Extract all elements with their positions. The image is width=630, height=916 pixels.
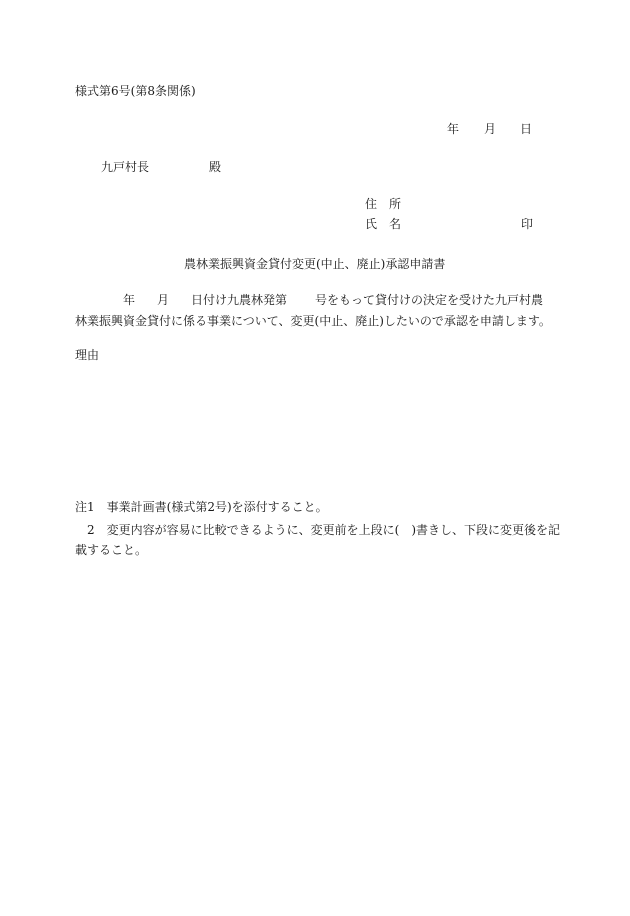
addressee-title: 九戸村長: [101, 160, 150, 174]
body-line-1: [75, 290, 555, 311]
addressee-honorific: 殿: [209, 160, 222, 174]
seal-mark: 印: [521, 217, 534, 231]
reason-label: 理由: [75, 348, 100, 362]
date-year: 年: [447, 122, 460, 136]
body-line-2: 林業振興資金貸付に係る事業について、変更(中止、廃止)したいので承認を申請します。: [75, 314, 551, 328]
body-month: 月: [157, 293, 170, 307]
address-label: 住 所: [365, 197, 402, 211]
note-2-line-1: 2 変更内容が容易に比較できるように、変更前を上段に( )書きし、下段に変更後を記: [75, 523, 561, 537]
note-2-line-2: 載すること。: [75, 543, 148, 557]
document-title: 農林業振興資金貸付変更(中止、廃止)承認申請書: [184, 257, 446, 271]
body-year: 年: [123, 293, 136, 307]
date-month: 月: [484, 122, 497, 136]
addressee: [101, 160, 221, 175]
form-number: 様式第6号(第8条関係): [75, 84, 196, 98]
body-paragraph: [75, 290, 555, 332]
note-1: 注1 事業計画書(様式第2号)を添付すること。: [75, 500, 328, 514]
date-line: [447, 122, 532, 137]
name-label: 氏 名: [365, 217, 402, 231]
body-dated-prefix: 日付け九農林発第: [191, 293, 288, 307]
body-number-suffix: 号をもって貸付けの決定を受けた九戸村農: [315, 293, 544, 307]
date-day: 日: [520, 122, 533, 136]
note-2: [75, 520, 561, 560]
